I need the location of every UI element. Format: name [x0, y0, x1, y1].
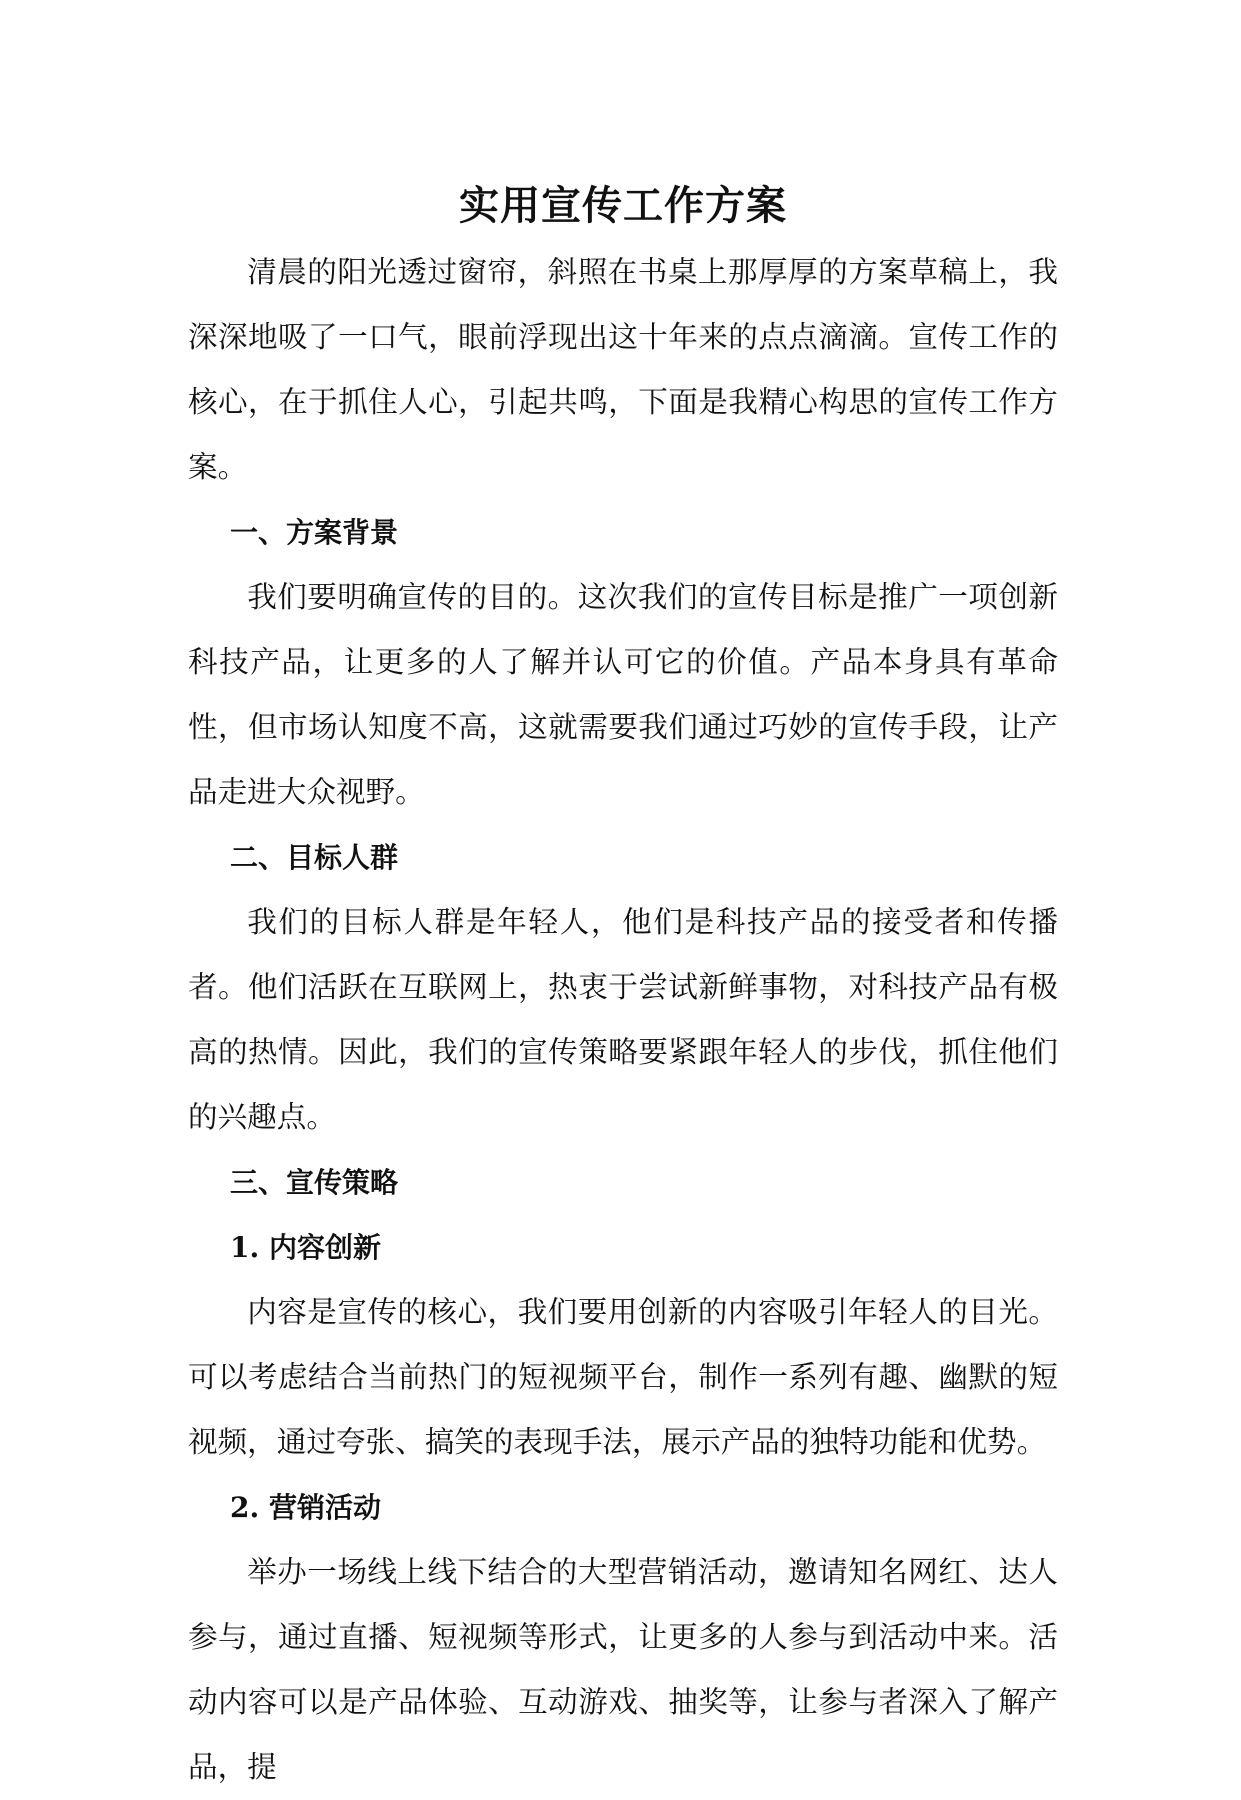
subsection-paragraph-content-innovation: 内容是宣传的核心，我们要用创新的内容吸引年轻人的目光。可以考虑结合当前热门的短视频平台，制作一系列有趣、幽默的短视频，通过夸张、搞笑的表现手法，展示产品的独特功能和优势。 — [188, 1295, 1058, 1459]
document-title: 实用宣传工作方案 — [459, 183, 787, 229]
subsection-heading-content-innovation: 1. 内容创新 — [230, 1231, 381, 1264]
intro-paragraph: 清晨的阳光透过窗帘，斜照在书桌上那厚厚的方案草稿上，我深深地吸了一口气，眼前浮现出这十年来的点点滴滴。宣传工作的核心，在于抓住人心，引起共鸣，下面是我精心构思的宣传工作方案。 — [188, 255, 1058, 484]
document-body — [188, 176, 1058, 1800]
section-heading-background: 一、方案背景 — [230, 516, 399, 549]
section-heading-strategy: 三、宣传策略 — [230, 1166, 399, 1199]
section-heading-target-audience: 二、目标人群 — [230, 841, 399, 874]
subsection-paragraph-marketing-activity: 举办一场线上线下结合的大型营销活动，邀请知名网红、达人参与，通过直播、短视频等形式，让更多的人参与到活动中来。活动内容可以是产品体验、互动游戏、抽奖等，让参与者深入了解产品，提 — [188, 1555, 1058, 1784]
subsection-heading-marketing-activity: 2. 营销活动 — [230, 1491, 381, 1524]
section-paragraph-target-audience: 我们的目标人群是年轻人，他们是科技产品的接受者和传播者。他们活跃在互联网上，热衷于尝试新鲜事物，对科技产品有极高的热情。因此，我们的宣传策略要紧跟年轻人的步伐，抓住他们的兴趣点。 — [188, 905, 1058, 1134]
section-paragraph-background: 我们要明确宣传的目的。这次我们的宣传目标是推广一项创新科技产品，让更多的人了解并认可它的价值。产品本身具有革命性，但市场认知度不高，这就需要我们通过巧妙的宣传手段，让产品走进大众视野。 — [188, 580, 1058, 809]
